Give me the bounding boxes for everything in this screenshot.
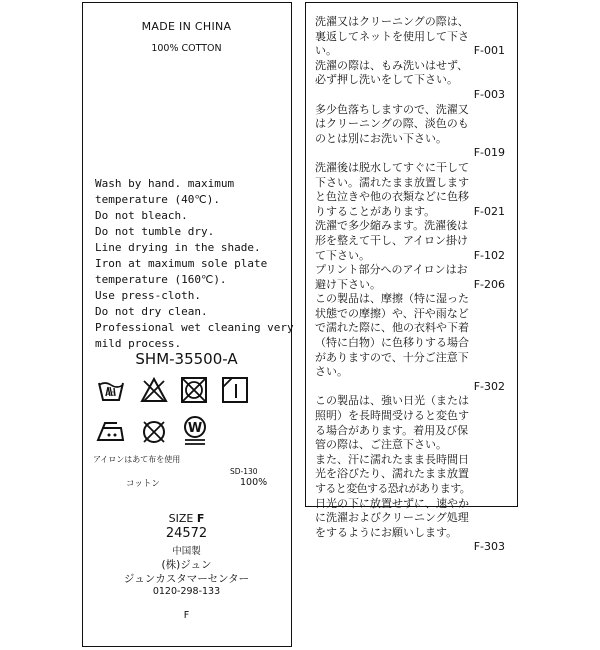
left-care-label <box>82 2 292 647</box>
code-f001: F-001 <box>473 44 505 58</box>
note-line: はクリーニングの際、淡色のも <box>315 117 469 131</box>
right-care-label <box>305 2 518 554</box>
code-f303: F-303 <box>473 540 505 554</box>
note-line: 裏返してネットを使用して下さ <box>315 29 469 43</box>
note-line: 光を浴びたり、濡れたまま放置 <box>315 467 469 481</box>
size-label: SIZE <box>168 512 194 525</box>
care-line: Do not dry clean. <box>95 305 208 318</box>
note-line: のとは別にお洗い下さい。 <box>315 131 447 145</box>
code-f102: F-102 <box>473 248 505 262</box>
note-line: 日光の下に放置せずに、速やか <box>315 496 469 510</box>
care-line: Use press-cloth. <box>95 289 201 302</box>
care-instructions <box>95 176 294 352</box>
customer-center: ジュンカスタマーセンター <box>123 573 250 585</box>
note-line: 避け下さい。 F-206 <box>315 277 505 291</box>
note-line: 洗濯後は脱水してすぐに干して <box>315 160 469 174</box>
note-line: さい。 <box>315 365 348 379</box>
note-line: と色泣きや他の衣類などに色移 <box>315 190 469 204</box>
size-value: F <box>196 512 205 525</box>
note-line: この製品は、強い日光（または <box>315 394 469 408</box>
care-line: Wash by hand. maximum <box>95 177 235 190</box>
note-line: 洗濯又はクリーニングの際は、 <box>315 15 469 28</box>
wet-clean-letter: W <box>187 421 203 436</box>
note-line: がありますので、十分ご注意下 <box>315 350 469 364</box>
note-line: 洗濯の際は、もみ洗いはせず、 <box>315 58 469 72</box>
note-line: 洗濯で多少縮みます。洗濯後は <box>315 219 469 233</box>
care-notes <box>315 15 505 555</box>
note-line: 状態での摩擦）や、汗や雨など <box>315 306 469 320</box>
code-f019: F-019 <box>473 146 505 160</box>
care-line: temperature (40℃). <box>95 193 220 206</box>
note-line: に洗濯およびクリーニング処理 <box>315 511 469 525</box>
note-line: で濡れた際に、他の衣料や下着 <box>315 321 469 335</box>
care-line: Professional wet cleaning very <box>95 321 294 334</box>
note-line: 下さい。濡れたまま放置します <box>315 175 469 189</box>
note-line: （特に白物）に色移りする場合 <box>315 336 469 350</box>
note-line: すると変色する恐れがあります。 <box>315 482 471 495</box>
no-tumble-dry-icon <box>180 376 208 404</box>
no-dry-clean-icon <box>140 418 168 446</box>
line-dry-shade-icon <box>221 376 249 404</box>
wet-clean-mild-icon <box>180 414 210 446</box>
origin-jp: 中国製 <box>172 546 201 557</box>
note-line: をするようにお願いします。 <box>315 525 458 539</box>
composition-text: 100% COTTON <box>151 43 222 54</box>
care-line: Line drying in the shade. <box>95 241 261 254</box>
note-line: 必ず押し洗いをして下さい。 <box>315 73 458 87</box>
code-f021: F-021 <box>473 204 505 218</box>
note-line: また、汗に濡れたまま長時間日 <box>315 452 469 466</box>
note-line: い。 F-001 <box>315 44 505 58</box>
note-line: この製品は、摩擦（特に湿った <box>315 292 469 306</box>
size-line <box>83 512 290 525</box>
iron-note: アイロンはあて布を使用 <box>93 455 181 464</box>
company-name: (株)ジュン <box>161 559 212 571</box>
material-percent: 100% <box>240 477 268 488</box>
footer-size: F <box>183 610 190 621</box>
note-line: て下さい。 F-102 <box>315 248 505 262</box>
care-line: temperature (160℃). <box>95 273 227 286</box>
note-line: プリント部分へのアイロンはお <box>315 263 468 277</box>
item-number: 24572 <box>165 526 208 541</box>
care-line: mild process. <box>95 337 182 350</box>
made-in-text: MADE IN CHINA <box>141 20 232 33</box>
hand-wash-40-icon <box>97 376 125 404</box>
code-f003: F-003 <box>473 87 505 101</box>
no-bleach-icon <box>140 376 168 404</box>
note-line: 照明）を長時間受けると変色す <box>315 409 469 423</box>
material-jp: コットン <box>126 479 160 489</box>
care-line: Iron at maximum sole plate <box>95 257 268 270</box>
iron-medium-icon <box>95 418 127 446</box>
care-line: Do not bleach. <box>95 209 188 222</box>
note-line: りすることがあります。 F-021 <box>315 204 505 218</box>
phone-number: 0120-298-133 <box>152 586 221 597</box>
note-line: 管の際は、ご注意下さい。 <box>315 438 447 452</box>
code-f302: F-302 <box>473 379 505 393</box>
sd-code: SD-130 <box>230 467 258 476</box>
note-line: 形を整えて干し、アイロン掛け <box>315 233 469 247</box>
code-f206: F-206 <box>473 277 505 291</box>
care-line: Do not tumble dry. <box>95 225 215 238</box>
product-code: SHM-35500-A <box>135 350 238 368</box>
note-line: る場合があります。着用及び保 <box>315 423 469 437</box>
note-line: 多少色落ちしますので、洗濯又 <box>315 102 469 116</box>
hand-wash-temp: 40 <box>107 391 115 398</box>
